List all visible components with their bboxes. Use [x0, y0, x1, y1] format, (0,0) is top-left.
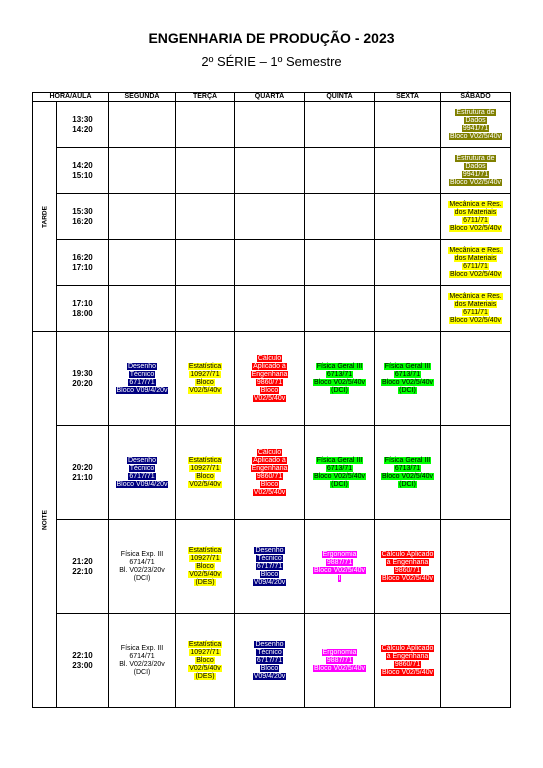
col-header-sabado: SÁBADO: [441, 93, 511, 102]
period-label-tarde: [33, 102, 57, 332]
period-label-noite: [33, 332, 57, 708]
class-info-line: (DES): [195, 672, 215, 680]
col-header-quinta: QUINTA: [305, 93, 375, 102]
class-cell-sexta: [375, 148, 441, 194]
class-info-line: Física Geral III: [316, 362, 363, 370]
class-info-line: Cálculo Aplicado: [381, 550, 434, 558]
class-info-line: Estrutura de: [456, 154, 495, 162]
class-info-line: 10927/71: [190, 648, 220, 656]
class-info-line: Bloco V02/5/40v: [382, 378, 433, 386]
class-info-line: 10927/71: [190, 554, 220, 562]
class-cell-quarta: [235, 286, 305, 332]
period-text: TARDE: [41, 205, 48, 228]
time-start: 14:20: [72, 160, 93, 170]
class-info-line: V02/5/40v: [189, 664, 221, 672]
class-cell-quinta: [305, 520, 375, 614]
class-info-line: Mecânica e Res.: [449, 292, 502, 300]
class-info-line: Bloco V09/4/20v: [116, 386, 168, 394]
time-end: 18:00: [72, 308, 93, 318]
class-info-line: (DCI): [399, 386, 416, 394]
class-cell-terca: [176, 332, 235, 426]
class-info-line: Engenharia: [251, 464, 288, 472]
class-cell-segunda: [109, 332, 176, 426]
class-info-line: V02/5/40v: [253, 488, 286, 496]
class-info-line: Desenho: [127, 456, 157, 464]
class-info-line: Técnico: [129, 370, 155, 378]
class-info-line: 6714/71: [129, 652, 155, 660]
class-cell-quarta: [235, 426, 305, 520]
class-cell-sexta: [375, 194, 441, 240]
col-header-terca: TERÇA: [176, 93, 235, 102]
class-info-line: Dados: [465, 162, 486, 170]
class-info-line: 6717/71: [256, 562, 283, 570]
table-row: [33, 614, 511, 708]
time-slot: [57, 520, 109, 614]
class-info-line: Física Exp. III: [120, 550, 164, 558]
class-info-line: 6711/71: [463, 262, 488, 270]
class-info-line: Técnico: [129, 464, 155, 472]
class-info-line: dos Materiais: [454, 254, 497, 262]
class-info-line: 6717/71: [256, 656, 283, 664]
class-info-line: Mecânica e Res.: [449, 200, 502, 208]
class-cell-quinta: [305, 148, 375, 194]
class-info-line: 6711/71: [463, 308, 488, 316]
class-info-line: 10927/71: [190, 370, 220, 378]
class-cell-quarta: [235, 194, 305, 240]
time-start: 19:30: [72, 368, 93, 378]
time-slot: [57, 102, 109, 148]
class-info-line: Física Exp. III: [120, 644, 164, 652]
class-info-line: dos Materiais: [454, 300, 497, 308]
time-start: 17:10: [72, 298, 93, 308]
class-info-line: Bloco V09/4/20v: [116, 480, 168, 488]
class-info-line: (DCI): [399, 480, 416, 488]
col-header-segunda: SEGUNDA: [109, 93, 176, 102]
time-start: 15:30: [72, 206, 93, 216]
class-info-line: Estatística: [188, 640, 222, 648]
time-start: 21:20: [72, 556, 93, 566]
class-cell-sabado: [441, 332, 511, 426]
class-info-line: V02/5/40v: [189, 480, 221, 488]
class-info-line: Técnico: [257, 648, 282, 656]
class-info-line: 9860/71: [394, 660, 421, 668]
class-info-line: 9941/71: [462, 170, 489, 178]
class-cell-segunda: [109, 614, 176, 708]
class-cell-terca: [176, 286, 235, 332]
class-cell-sexta: [375, 286, 441, 332]
class-info-line: Estatística: [188, 456, 222, 464]
class-info-line: Aplicado à: [253, 362, 286, 370]
class-info-line: Bloco V02/5/40v: [382, 668, 433, 676]
class-info-line: dos Materiais: [454, 208, 497, 216]
class-info-line: Estatística: [188, 362, 222, 370]
class-cell-sabado: [441, 520, 511, 614]
class-info-line: Bloco V02/5/40v: [382, 472, 433, 480]
table-row: [33, 194, 511, 240]
class-info-line: Bloco V02/5/40v: [314, 664, 365, 672]
time-end: 20:20: [72, 378, 93, 388]
class-cell-sabado: [441, 614, 511, 708]
class-info-line: Desenho: [255, 546, 284, 554]
class-cell-quinta: [305, 614, 375, 708]
time-start: 16:20: [72, 252, 93, 262]
time-slot: [57, 148, 109, 194]
class-cell-sabado: [441, 194, 511, 240]
class-info-line: Bloco V02/5/40v: [450, 270, 501, 278]
class-info-line: Física Geral III: [316, 456, 363, 464]
table-row: [33, 148, 511, 194]
col-header-sexta: SEXTA: [375, 93, 441, 102]
class-cell-terca: [176, 148, 235, 194]
class-cell-sexta: [375, 102, 441, 148]
class-info-line: I: [338, 574, 341, 582]
class-cell-terca: [176, 240, 235, 286]
class-info-line: V02/5/40v: [253, 394, 286, 402]
class-info-line: Bloco V02/5/40v: [450, 224, 501, 232]
class-info-line: 6717/71: [129, 472, 155, 480]
class-cell-segunda: [109, 148, 176, 194]
class-info-line: Ergonomia: [322, 550, 357, 558]
time-end: 15:10: [72, 170, 93, 180]
time-slot: [57, 194, 109, 240]
class-info-line: à Engenharia: [386, 558, 429, 566]
class-info-line: Bloco: [196, 562, 214, 570]
class-info-line: Mecânica e Res.: [449, 246, 502, 254]
class-info-line: Desenho: [127, 362, 157, 370]
class-info-line: Aplicado à: [253, 456, 286, 464]
class-cell-segunda: [109, 286, 176, 332]
class-cell-sabado: [441, 148, 511, 194]
class-info-line: 6713/71: [326, 464, 353, 472]
class-info-line: Bloco V02/5/40v: [450, 316, 501, 324]
class-info-line: 9860/71: [256, 472, 283, 480]
class-info-line: (DCI): [133, 668, 151, 676]
class-cell-terca: [176, 194, 235, 240]
class-info-line: Bl. V02/23/20v: [119, 660, 165, 668]
time-start: 13:30: [72, 114, 93, 124]
class-cell-sabado: [441, 286, 511, 332]
class-info-line: Dados: [465, 116, 486, 124]
class-cell-quinta: [305, 102, 375, 148]
class-info-line: Cálculo: [257, 354, 282, 362]
col-header-quarta: QUARTA: [235, 93, 305, 102]
table-row: [33, 426, 511, 520]
class-cell-sexta: [375, 520, 441, 614]
class-info-line: 9860/71: [394, 566, 421, 574]
class-info-line: 6711/71: [463, 216, 488, 224]
class-cell-quarta: [235, 240, 305, 286]
time-slot: [57, 426, 109, 520]
time-slot: [57, 240, 109, 286]
class-info-line: 6714/71: [129, 558, 155, 566]
class-info-line: Bloco: [260, 664, 279, 672]
col-header-hora: HORA/AULA: [33, 93, 109, 102]
class-info-line: Bloco: [196, 378, 214, 386]
class-info-line: Bloco V02/5/40v: [314, 566, 365, 574]
class-cell-terca: [176, 426, 235, 520]
class-info-line: Estatística: [188, 546, 222, 554]
table-row: [33, 240, 511, 286]
class-info-line: Técnico: [257, 554, 282, 562]
time-end: 17:10: [72, 262, 93, 272]
class-info-line: Bloco: [196, 656, 214, 664]
time-end: 16:20: [72, 216, 93, 226]
class-info-line: Bloco V02/5/40v: [450, 132, 501, 140]
class-info-line: 6717/71: [129, 378, 155, 386]
class-cell-sabado: [441, 426, 511, 520]
page-subtitle: 2º SÉRIE – 1º Semestre: [201, 54, 342, 69]
class-cell-quarta: [235, 332, 305, 426]
class-info-line: Física Geral III: [384, 362, 431, 370]
time-end: 14:20: [72, 124, 93, 134]
class-cell-quinta: [305, 332, 375, 426]
class-info-line: 6713/71: [394, 370, 421, 378]
time-end: 21:10: [72, 472, 93, 482]
class-cell-sabado: [441, 102, 511, 148]
class-cell-quarta: [235, 614, 305, 708]
class-cell-quinta: [305, 194, 375, 240]
class-info-line: Cálculo Aplicado: [381, 644, 434, 652]
class-cell-terca: [176, 614, 235, 708]
class-info-line: (DCI): [133, 574, 151, 582]
class-cell-terca: [176, 520, 235, 614]
class-info-line: Bloco V02/5/40v: [450, 178, 501, 186]
class-info-line: Bloco: [260, 570, 279, 578]
class-cell-segunda: [109, 194, 176, 240]
class-info-line: 10927/71: [190, 464, 220, 472]
class-cell-quinta: [305, 426, 375, 520]
table-row: [33, 332, 511, 426]
time-end: 23:00: [72, 660, 93, 670]
class-cell-segunda: [109, 426, 176, 520]
time-slot: [57, 614, 109, 708]
class-cell-sexta: [375, 240, 441, 286]
class-info-line: V02/5/40v: [189, 386, 221, 394]
class-info-line: V02/5/40v: [189, 570, 221, 578]
class-info-line: V09/4/20v: [253, 578, 286, 586]
class-info-line: Ergonomia: [322, 648, 357, 656]
time-start: 22:10: [72, 650, 93, 660]
class-info-line: Desenho: [255, 640, 284, 648]
class-info-line: Bloco: [196, 472, 214, 480]
class-info-line: 6713/71: [326, 370, 353, 378]
class-info-line: 9887/71: [326, 656, 353, 664]
class-cell-quinta: [305, 240, 375, 286]
table-row: [33, 286, 511, 332]
class-info-line: 9860/71: [256, 378, 283, 386]
class-info-line: 9887/71: [326, 558, 353, 566]
class-info-line: à Engenharia: [386, 652, 429, 660]
class-info-line: Engenharia: [251, 370, 288, 378]
class-info-line: Cálculo: [257, 448, 282, 456]
class-info-line: Física Geral III: [384, 456, 431, 464]
class-info-line: Bloco V02/5/40v: [314, 378, 365, 386]
class-cell-quarta: [235, 520, 305, 614]
class-cell-segunda: [109, 102, 176, 148]
class-cell-terca: [176, 102, 235, 148]
class-info-line: Estrutura de: [456, 108, 495, 116]
class-cell-segunda: [109, 240, 176, 286]
schedule-table: [32, 92, 511, 708]
header-row: [33, 93, 511, 102]
time-start: 20:20: [72, 462, 93, 472]
class-info-line: Bloco: [260, 480, 279, 488]
class-info-line: 6713/71: [394, 464, 421, 472]
class-info-line: Bloco V02/5/40v: [382, 574, 433, 582]
table-row: [33, 520, 511, 614]
class-cell-segunda: [109, 520, 176, 614]
class-cell-quarta: [235, 102, 305, 148]
page-title: ENGENHARIA DE PRODUÇÃO - 2023: [148, 30, 395, 46]
class-info-line: 9941/71: [462, 124, 489, 132]
table-row: [33, 102, 511, 148]
class-cell-quinta: [305, 286, 375, 332]
time-slot: [57, 286, 109, 332]
period-text: NOITE: [41, 509, 48, 530]
time-end: 22:10: [72, 566, 93, 576]
time-slot: [57, 332, 109, 426]
class-info-line: Bloco V02/5/40v: [314, 472, 365, 480]
class-cell-sexta: [375, 614, 441, 708]
class-info-line: Bl. V02/23/20v: [119, 566, 165, 574]
class-info-line: (DCI): [331, 386, 348, 394]
class-info-line: (DES): [195, 578, 215, 586]
class-info-line: Bloco: [260, 386, 279, 394]
class-info-line: V09/4/20v: [253, 672, 286, 680]
class-cell-sabado: [441, 240, 511, 286]
class-cell-quarta: [235, 148, 305, 194]
class-info-line: (DCI): [331, 480, 348, 488]
class-cell-sexta: [375, 332, 441, 426]
class-cell-sexta: [375, 426, 441, 520]
